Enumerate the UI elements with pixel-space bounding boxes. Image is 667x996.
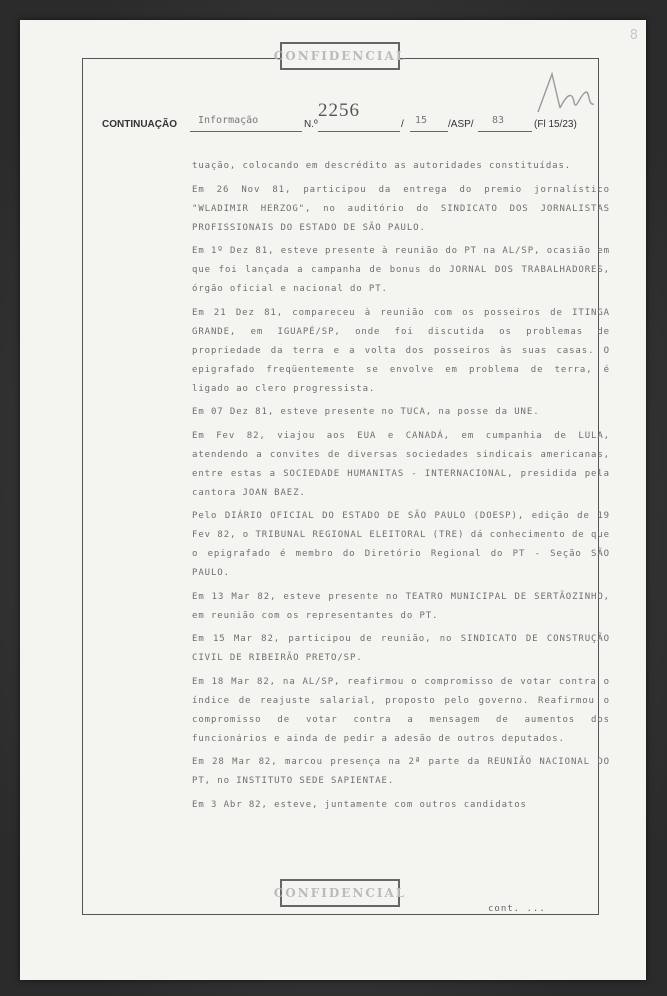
paragraph: Em Fev 82, viajou aos EUA e CANADÁ, em cumpanhia de LULA, atendendo a convites de diversas sociedades sindicais americanas, entre estas a SOCIEDADE HUMANITAS - INTERNACIONAL, presidida pela cantora JOAN BAEZ. (192, 430, 610, 498)
paragraph: Em 15 Mar 82, participou de reunião, no SINDICATO DE CONSTRUÇÃO CIVIL DE RIBEIRÃO PRETO/SP. (192, 634, 610, 663)
folio: (Fl 15/23) (534, 119, 577, 130)
underline (410, 131, 448, 132)
paragraph: Em 13 Mar 82, esteve presente no TEATRO MUNICIPAL DE SERTÃOZINHO, em reunião com os representantes do PT. (192, 591, 610, 621)
paragraph: tuação, colocando em descrédito as autoridades constituídas. (192, 161, 572, 171)
paragraph: Pelo DIÁRIO OFICIAL DO ESTADO DE SÃO PAULO (DOESP), edição de 19 Fev 82, o TRIBUNAL REGIONAL ELEITORAL (TRE) dá conhecimento de que o epigrafado é membro do Diretório Regional do PT - Seção SÃO PAULO. (192, 511, 610, 578)
paragraph: Em 28 Mar 82, marcou presença na 2ª parte da REUNIÃO NACIONAL DO PT, no INSTITUTO SEDE SAPIENTAE. (192, 757, 610, 786)
page-corner-mark: 8 (629, 28, 638, 43)
paragraph: Em 21 Dez 81, compareceu à reunião com os posseiros de ITINGA GRANDE, em IGUAPÉ/SP, onde foi discutida os problemas de propriedade da terra e a volta dos posseiros às suas casas. O epigrafado freqüentemente se envolve em problema de terra, é ligado ao clero progressista. (192, 307, 610, 394)
paragraph: Em 1º Dez 81, esteve presente à reunião do PT na AL/SP, ocasião em que foi lançada a campanha de bonus do JORNAL DOS TRABALHADORES, órgão oficial e nacional do PT. (192, 246, 610, 294)
year: 83 (492, 115, 505, 126)
underline (190, 131, 302, 132)
paragraph: Em 18 Mar 82, na AL/SP, reafirmou o compromisso de votar contra o índice de reajuste salarial, proposto pelo governo. Reafirmou o compromisso de votar contra a mensagem de aumentos dos funcionários e ainda de pedir a adesão de outros deputados. (192, 676, 610, 744)
continuation-label: CONTINUAÇÃO (102, 119, 177, 130)
confidential-stamp-top: CONFIDENCIAL (280, 42, 400, 70)
separator: / (401, 119, 404, 130)
field-2: 15 (415, 115, 428, 126)
number-label: N.º (304, 119, 318, 130)
underline (478, 131, 532, 132)
paragraph: Em 3 Abr 82, esteve, juntamente com outros candidatos (192, 799, 527, 810)
underline (318, 131, 400, 132)
agency-code: /ASP/ (448, 119, 474, 130)
continuation-header (102, 100, 602, 130)
document-type: Informação (198, 115, 259, 126)
paragraph: Em 26 Nov 81, participou da entrega do premio jornalístico "WLADIMIR HERZOG", no auditório do SINDICATO DOS JORNALISTAS PROFISSIONAIS DO ESTADO DE SÃO PAULO. (192, 184, 610, 233)
document-body (192, 157, 610, 819)
confidential-stamp-bottom: CONFIDENCIAL (280, 879, 400, 907)
document-number: 2256 (318, 100, 360, 121)
continuation-marker: cont. ... (488, 904, 546, 914)
paragraph: Em 07 Dez 81, esteve presente no TUCA, na posse da UNE. (192, 407, 540, 417)
